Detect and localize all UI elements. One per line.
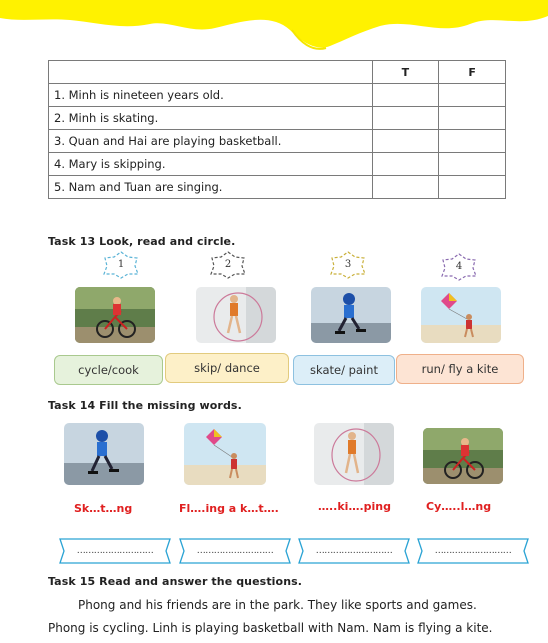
skipping-photo — [196, 287, 276, 343]
false-cell[interactable] — [439, 130, 506, 153]
yellow-wave-banner — [0, 0, 548, 55]
false-cell[interactable] — [439, 153, 506, 176]
skipping-photo — [314, 423, 394, 485]
fill-word-4: Cy…..l…ng — [426, 500, 492, 513]
kite-photo — [421, 287, 501, 343]
cyclist-photo — [423, 428, 503, 484]
number-badge-1 — [102, 250, 140, 280]
answer-blank: ……………………… — [76, 546, 154, 556]
number-label: 4 — [455, 261, 463, 272]
number-label: 2 — [224, 259, 232, 270]
true-false-table — [48, 60, 506, 199]
answer-blank: ……………………… — [434, 546, 512, 556]
false-cell[interactable] — [439, 107, 506, 130]
skater-photo — [64, 423, 144, 485]
option-skip-dance[interactable]: skip/ dance — [165, 353, 289, 383]
option-cycle-cook[interactable]: cycle/cook — [54, 355, 163, 385]
true-cell[interactable] — [372, 153, 439, 176]
task15-heading: Task 15 Read and answer the questions. — [48, 575, 303, 588]
true-cell[interactable] — [372, 130, 439, 153]
answer-blank: ……………………… — [196, 546, 274, 556]
table-row — [49, 176, 506, 199]
table-row — [49, 107, 506, 130]
statement-cell: 2. Minh is skating. — [49, 107, 373, 130]
true-cell[interactable] — [372, 107, 439, 130]
true-cell[interactable] — [372, 176, 439, 199]
answer-blank: ……………………… — [315, 546, 393, 556]
table-row — [49, 130, 506, 153]
fill-word-3: …..ki….ping — [318, 500, 391, 513]
number-badge-4 — [440, 252, 478, 282]
answer-box-4[interactable] — [414, 537, 532, 565]
reading-line-1: Phong and his friends are in the park. They like sports and games. — [78, 598, 477, 612]
number-label: 1 — [117, 259, 125, 270]
table-header-row — [49, 61, 506, 84]
true-cell[interactable] — [372, 84, 439, 107]
task13-heading: Task 13 Look, read and circle. — [48, 235, 236, 248]
answer-box-2[interactable] — [176, 537, 294, 565]
number-badge-3 — [329, 250, 367, 280]
skater-photo — [311, 287, 391, 343]
option-run-fly-a-kite[interactable]: run/ fly a kite — [396, 354, 524, 384]
cyclist-photo — [75, 287, 155, 343]
statement-cell: 3. Quan and Hai are playing basketball. — [49, 130, 373, 153]
table-row — [49, 153, 506, 176]
answer-box-1[interactable] — [56, 537, 174, 565]
reading-line-2: Phong is cycling. Linh is playing basketball with Nam. Nam is flying a kite. — [48, 621, 493, 635]
statement-cell: 4. Mary is skipping. — [49, 153, 373, 176]
false-cell[interactable] — [439, 176, 506, 199]
fill-word-1: Sk…t…ng — [74, 502, 133, 515]
kite-photo — [184, 423, 266, 485]
number-label: 3 — [344, 259, 352, 270]
task14-heading: Task 14 Fill the missing words. — [48, 399, 242, 412]
statement-cell: 5. Nam and Tuan are singing. — [49, 176, 373, 199]
table-row — [49, 84, 506, 107]
false-cell[interactable] — [439, 84, 506, 107]
number-badge-2 — [209, 250, 247, 280]
header-false: F — [439, 61, 506, 84]
answer-box-3[interactable] — [295, 537, 413, 565]
option-skate-paint[interactable]: skate/ paint — [293, 355, 395, 385]
header-statement — [49, 61, 373, 84]
statement-cell: 1. Minh is nineteen years old. — [49, 84, 373, 107]
fill-word-2: Fl….ing a k…t…. — [179, 502, 279, 515]
header-true: T — [372, 61, 439, 84]
